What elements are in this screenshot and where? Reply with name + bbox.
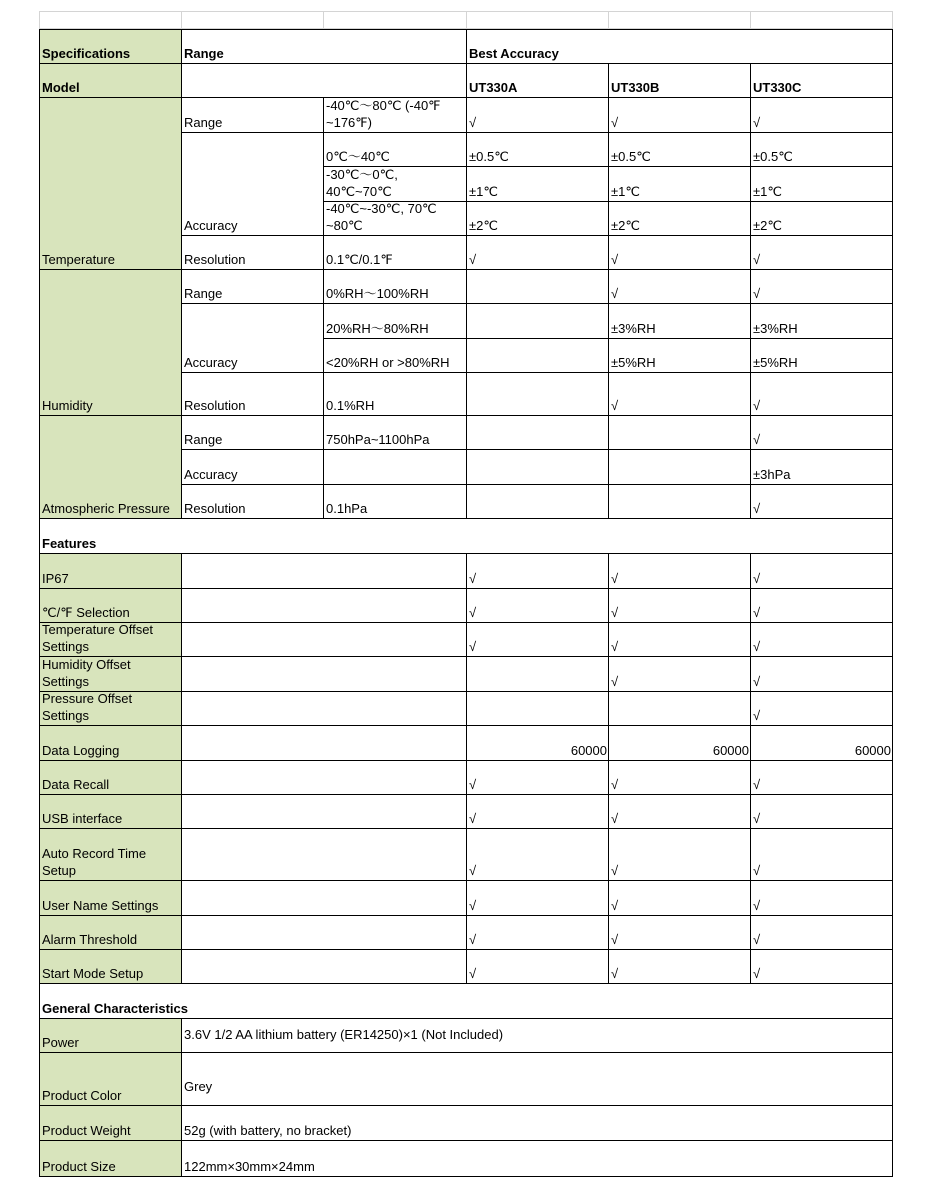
general-label: Power: [39, 1019, 182, 1053]
ut330a-cell: √: [467, 623, 609, 657]
ut330b-cell: √: [609, 589, 751, 623]
ut330c-cell: √: [751, 881, 893, 916]
model-ut330c: UT330C: [751, 64, 893, 98]
temperature-resolution-value: 0.1℃/0.1℉: [324, 236, 467, 270]
range-header: Range: [182, 29, 467, 64]
general-label: Product Size: [39, 1141, 182, 1177]
feature-label: User Name Settings: [39, 881, 182, 916]
ut330a-cell: √: [467, 98, 609, 133]
ut330c-cell: ±3%RH: [751, 304, 893, 339]
ut330a-cell: [467, 304, 609, 339]
ut330a-cell: 60000: [467, 726, 609, 761]
ut330c-cell: √: [751, 950, 893, 984]
ut330a-cell: √: [467, 761, 609, 795]
ut330a-cell: √: [467, 795, 609, 829]
ut330c-cell: √: [751, 692, 893, 726]
ut330c-cell: ±0.5℃: [751, 133, 893, 167]
blank-cell: [467, 11, 609, 29]
ut330b-cell: √: [609, 236, 751, 270]
ut330c-cell: √: [751, 916, 893, 950]
ut330a-cell: √: [467, 950, 609, 984]
ut330c-cell: √: [751, 589, 893, 623]
ut330b-cell: [609, 450, 751, 485]
model-ut330a: UT330A: [467, 64, 609, 98]
blank-cell: [182, 881, 467, 916]
ut330c-cell: ±3hPa: [751, 450, 893, 485]
blank-cell: [182, 657, 467, 692]
humidity-label: Humidity: [39, 270, 182, 416]
general-value: 122mm×30mm×24mm: [182, 1141, 893, 1177]
temperature-accuracy-label: Accuracy: [182, 133, 324, 236]
ut330a-cell: √: [467, 589, 609, 623]
temperature-range-value: -40℃～80℃ (-40℉ ~176℉): [324, 98, 467, 133]
feature-label: Data Logging: [39, 726, 182, 761]
ut330c-cell: √: [751, 270, 893, 304]
ut330b-cell: √: [609, 761, 751, 795]
blank-cell: [182, 829, 467, 881]
ut330a-cell: [467, 339, 609, 373]
feature-label: Alarm Threshold: [39, 916, 182, 950]
blank-cell: [182, 11, 324, 29]
ut330b-cell: √: [609, 98, 751, 133]
pressure-label: Atmospheric Pressure: [39, 416, 182, 519]
general-label: Product Color: [39, 1053, 182, 1106]
model-header: Model: [39, 64, 182, 98]
ut330c-cell: √: [751, 761, 893, 795]
ut330b-cell: ±0.5℃: [609, 133, 751, 167]
feature-label: Auto Record Time Setup: [39, 829, 182, 881]
humidity-range-label: Range: [182, 270, 324, 304]
ut330a-cell: ±0.5℃: [467, 133, 609, 167]
ut330a-cell: [467, 416, 609, 450]
temperature-accuracy-range: -40℃~-30℃, 70℃ ~80℃: [324, 202, 467, 236]
blank-cell: [324, 450, 467, 485]
blank-cell: [182, 64, 467, 98]
feature-label: USB interface: [39, 795, 182, 829]
ut330a-cell: √: [467, 881, 609, 916]
best-accuracy-header: Best Accuracy: [467, 29, 893, 64]
ut330a-cell: [467, 373, 609, 416]
blank-cell: [182, 795, 467, 829]
ut330b-cell: [609, 692, 751, 726]
ut330a-cell: [467, 270, 609, 304]
blank-cell: [182, 726, 467, 761]
ut330a-cell: √: [467, 829, 609, 881]
features-title: Features: [39, 519, 893, 554]
model-ut330b: UT330B: [609, 64, 751, 98]
ut330c-cell: √: [751, 98, 893, 133]
ut330c-cell: √: [751, 657, 893, 692]
ut330b-cell: ±2℃: [609, 202, 751, 236]
general-title: General Characteristics: [39, 984, 893, 1019]
ut330b-cell: √: [609, 270, 751, 304]
ut330b-cell: ±5%RH: [609, 339, 751, 373]
ut330c-cell: √: [751, 623, 893, 657]
blank-cell: [182, 761, 467, 795]
blank-cell: [609, 11, 751, 29]
ut330b-cell: [609, 485, 751, 519]
ut330c-cell: 60000: [751, 726, 893, 761]
ut330c-cell: ±5%RH: [751, 339, 893, 373]
blank-cell: [182, 950, 467, 984]
ut330a-cell: √: [467, 554, 609, 589]
ut330a-cell: [467, 450, 609, 485]
ut330b-cell: √: [609, 916, 751, 950]
specifications-header: Specifications: [39, 29, 182, 64]
blank-cell: [751, 11, 893, 29]
general-value: Grey: [182, 1053, 893, 1106]
ut330b-cell: ±1℃: [609, 167, 751, 202]
temperature-label: Temperature: [39, 98, 182, 270]
feature-label: Temperature Offset Settings: [39, 623, 182, 657]
pressure-accuracy-label: Accuracy: [182, 450, 324, 485]
feature-label: Start Mode Setup: [39, 950, 182, 984]
ut330a-cell: [467, 485, 609, 519]
feature-label: Humidity Offset Settings: [39, 657, 182, 692]
ut330b-cell: [609, 416, 751, 450]
feature-label: Pressure Offset Settings: [39, 692, 182, 726]
humidity-accuracy-range: <20%RH or >80%RH: [324, 339, 467, 373]
general-label: Product Weight: [39, 1106, 182, 1141]
general-value: 52g (with battery, no bracket): [182, 1106, 893, 1141]
humidity-resolution-label: Resolution: [182, 373, 324, 416]
blank-cell: [182, 623, 467, 657]
ut330a-cell: [467, 692, 609, 726]
ut330b-cell: √: [609, 623, 751, 657]
blank-cell: [182, 554, 467, 589]
temperature-range-label: Range: [182, 98, 324, 133]
humidity-accuracy-label: Accuracy: [182, 304, 324, 373]
ut330c-cell: ±2℃: [751, 202, 893, 236]
ut330a-cell: √: [467, 916, 609, 950]
temperature-accuracy-range: -30℃～0℃, 40℃~70℃: [324, 167, 467, 202]
humidity-range-value: 0%RH～100%RH: [324, 270, 467, 304]
ut330c-cell: √: [751, 554, 893, 589]
ut330b-cell: √: [609, 554, 751, 589]
blank-cell: [182, 589, 467, 623]
temperature-resolution-label: Resolution: [182, 236, 324, 270]
ut330c-cell: √: [751, 236, 893, 270]
ut330a-cell: √: [467, 236, 609, 270]
feature-label: IP67: [39, 554, 182, 589]
ut330c-cell: √: [751, 485, 893, 519]
ut330c-cell: ±1℃: [751, 167, 893, 202]
ut330b-cell: √: [609, 881, 751, 916]
blank-cell: [182, 692, 467, 726]
temperature-accuracy-range: 0℃～40℃: [324, 133, 467, 167]
ut330b-cell: √: [609, 795, 751, 829]
pressure-resolution-label: Resolution: [182, 485, 324, 519]
humidity-resolution-value: 0.1%RH: [324, 373, 467, 416]
pressure-range-label: Range: [182, 416, 324, 450]
ut330b-cell: √: [609, 950, 751, 984]
blank-cell: [39, 11, 182, 29]
ut330c-cell: √: [751, 416, 893, 450]
pressure-resolution-value: 0.1hPa: [324, 485, 467, 519]
feature-label: ℃/℉ Selection: [39, 589, 182, 623]
ut330b-cell: ±3%RH: [609, 304, 751, 339]
ut330b-cell: 60000: [609, 726, 751, 761]
blank-cell: [182, 916, 467, 950]
blank-cell: [324, 11, 467, 29]
feature-label: Data Recall: [39, 761, 182, 795]
ut330c-cell: √: [751, 829, 893, 881]
ut330b-cell: √: [609, 373, 751, 416]
ut330a-cell: ±1℃: [467, 167, 609, 202]
ut330b-cell: √: [609, 657, 751, 692]
ut330a-cell: [467, 657, 609, 692]
general-value: 3.6V 1/2 AA lithium battery (ER14250)×1 (Not Included): [182, 1019, 893, 1053]
ut330a-cell: ±2℃: [467, 202, 609, 236]
ut330c-cell: √: [751, 795, 893, 829]
humidity-accuracy-range: 20%RH～80%RH: [324, 304, 467, 339]
ut330b-cell: √: [609, 829, 751, 881]
ut330c-cell: √: [751, 373, 893, 416]
pressure-range-value: 750hPa~1100hPa: [324, 416, 467, 450]
